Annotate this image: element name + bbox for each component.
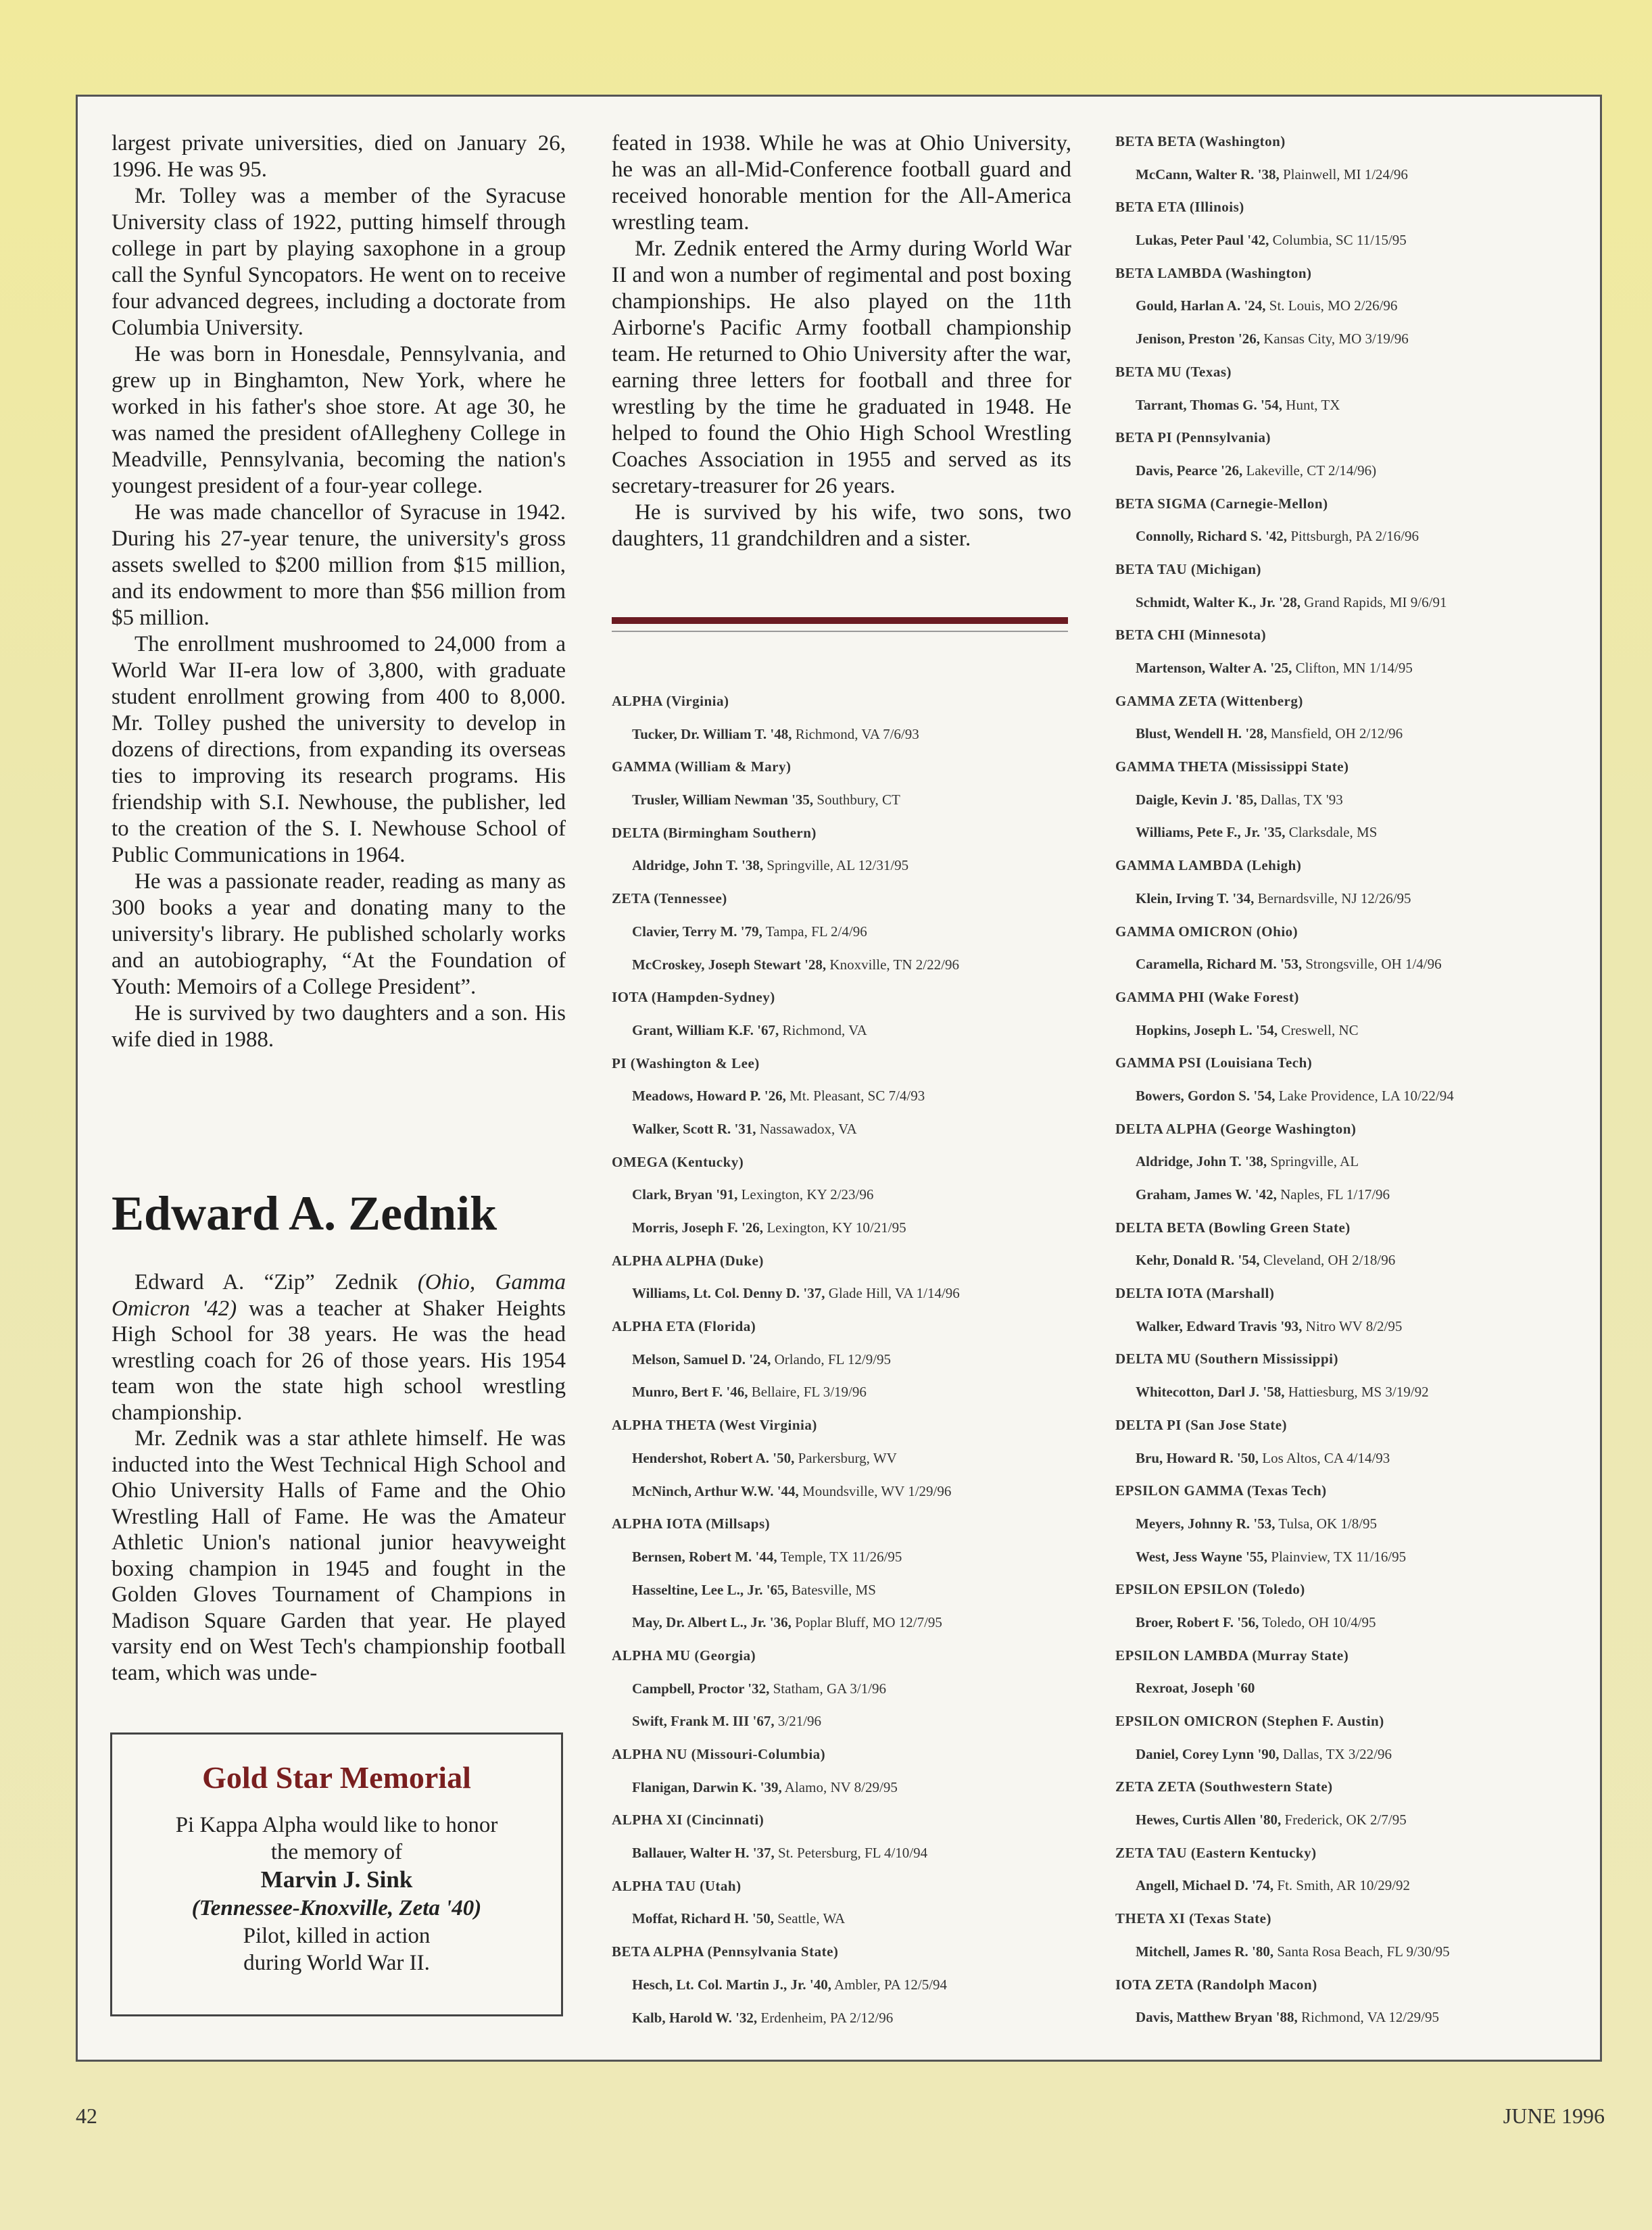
chapter-heading: DELTA (Birmingham Southern) xyxy=(612,824,817,841)
member-details: Batesville, MS xyxy=(787,1581,876,1598)
member-name: Angell, Michael D. '74, xyxy=(1136,1877,1274,1894)
member-details: Statham, GA 3/1/96 xyxy=(769,1680,887,1697)
member-details: Naples, FL 1/17/96 xyxy=(1276,1186,1390,1203)
member-details: Plainview, TX 11/16/95 xyxy=(1267,1548,1407,1565)
member-details: Parkersburg, WV xyxy=(794,1449,897,1466)
chapter-heading: ZETA TAU (Eastern Kentucky) xyxy=(1115,1844,1317,1861)
zednik-paragraph xyxy=(112,1269,566,1426)
member-entry xyxy=(1115,158,1595,191)
chapter-heading: ALPHA TAU (Utah) xyxy=(612,1877,742,1894)
member-entry xyxy=(612,1705,1078,1738)
tolley-paragraph: Mr. Tolley was a member of the Syracuse University class of 1922, putting himself through college in part by playing saxophone in a group call the Synful Syncopators. He went on to receive four advanced degrees, including a doctorate from Columbia University. xyxy=(112,184,566,340)
member-name: Kalb, Harold W. '32, xyxy=(632,2009,758,2026)
member-entry xyxy=(612,1376,1078,1409)
member-name: Aldridge, John T. '38, xyxy=(632,857,764,874)
member-entry xyxy=(1115,1178,1595,1211)
member-details: Toledo, OH 10/4/95 xyxy=(1259,1614,1376,1630)
member-details: Moundsville, WV 1/29/96 xyxy=(798,1482,952,1499)
member-name: Melson, Samuel D. '24, xyxy=(632,1351,771,1367)
member-entry xyxy=(612,1574,1078,1607)
chapter-heading: BETA SIGMA (Carnegie-Mellon) xyxy=(1115,495,1328,512)
member-entry xyxy=(1115,1080,1595,1113)
member-entry xyxy=(1115,520,1595,553)
chapter-heading: EPSILON EPSILON (Toledo) xyxy=(1115,1581,1305,1598)
member-details: Dallas, TX '93 xyxy=(1257,791,1343,808)
chapter-heading: DELTA ALPHA (George Washington) xyxy=(1115,1120,1357,1137)
member-details: Lexington, KY 2/23/96 xyxy=(737,1186,874,1203)
member-details: Nitro WV 8/2/95 xyxy=(1302,1317,1403,1334)
member-details: Mt. Pleasant, SC 7/4/93 xyxy=(785,1088,925,1105)
zednik-paragraph: feated in 1938. While he was at Ohio University, he was an all-Mid-Conference football guard and received honorable mention for the All-America wrestling team. xyxy=(612,131,1071,235)
member-entry xyxy=(1115,948,1595,981)
member-entry xyxy=(1115,783,1595,817)
member-entry xyxy=(612,1475,1078,1508)
member-name: Campbell, Proctor '32, xyxy=(632,1680,770,1697)
chapter-heading: EPSILON GAMMA (Texas Tech) xyxy=(1115,1482,1327,1499)
member-name: Broer, Robert F. '56, xyxy=(1136,1614,1259,1630)
chapter-heading: ZETA ZETA (Southwestern State) xyxy=(1115,1778,1333,1795)
member-entry xyxy=(1115,1244,1595,1277)
member-entry xyxy=(612,1080,1078,1113)
member-details: Lake Providence, LA 10/22/94 xyxy=(1275,1087,1454,1104)
chapter-heading: DELTA PI (San Jose State) xyxy=(1115,1416,1288,1433)
zednik-text: was a teacher at Shaker Heights High School for 38 years. He was the head wrestling coach for 26 of those years. His 1954 team won the state high school wrestling championship. xyxy=(112,1296,566,1425)
member-name: McNinch, Arthur W.W. '44, xyxy=(632,1482,799,1499)
chapter-heading: BETA CHI (Minnesota) xyxy=(1115,627,1267,644)
zednik-obituary xyxy=(112,1269,566,1686)
member-entry xyxy=(1115,322,1595,356)
member-name: Meyers, Johnny R. '53, xyxy=(1136,1515,1276,1532)
member-entry xyxy=(1115,1738,1595,1771)
zednik-paragraph: Mr. Zednik was a star athlete himself. He was inducted into the West Technical High School and Ohio University Halls of Fame and the Ohio Wrestling Hall of Fame. He was the Amateur Athletic Union's national junior heavyweight boxing champion in 1945 and fought in the Golden Gloves Tournament of Champions in Madison Square Garden that year. He played varsity end on West Tech's championship football team, which was unde- xyxy=(112,1426,566,1685)
member-details: Springville, AL 12/31/95 xyxy=(763,857,909,874)
member-entry xyxy=(612,1837,1078,1870)
member-name: May, Dr. Albert L., Jr. '36, xyxy=(632,1614,792,1631)
chapter-heading: ALPHA ETA (Florida) xyxy=(612,1318,756,1335)
member-entry xyxy=(1115,1145,1595,1178)
member-details: Seattle, WA xyxy=(773,1910,846,1927)
member-name: Bru, Howard R. '50, xyxy=(1136,1449,1259,1466)
member-details: Bellaire, FL 3/19/96 xyxy=(748,1384,867,1401)
member-entry xyxy=(612,1968,1078,2002)
member-details: Santa Rosa Beach, FL 9/30/95 xyxy=(1273,1943,1450,1960)
member-entry xyxy=(1115,1606,1595,1639)
member-entry xyxy=(612,1442,1078,1475)
member-name: Meadows, Howard P. '26, xyxy=(632,1088,786,1105)
member-details: Lakeville, CT 2/14/96) xyxy=(1242,462,1377,479)
member-name: Davis, Matthew Bryan '88, xyxy=(1136,2009,1298,2026)
member-details: Columbia, SC 11/15/95 xyxy=(1269,232,1407,249)
member-details: Los Altos, CA 4/14/93 xyxy=(1259,1449,1390,1466)
member-entry xyxy=(612,783,1078,817)
member-name: Hesch, Lt. Col. Martin J., Jr. '40, xyxy=(632,1976,831,1993)
member-details: Kansas City, MO 3/19/96 xyxy=(1259,331,1409,347)
chapter-heading: BETA PI (Pennsylvania) xyxy=(1115,429,1271,446)
member-name: Moffat, Richard H. '50, xyxy=(632,1910,774,1927)
member-name: Munro, Bert F. '46, xyxy=(632,1384,748,1401)
chapter-heading: OMEGA (Kentucky) xyxy=(612,1153,744,1170)
chapter-heading: GAMMA OMICRON (Ohio) xyxy=(1115,923,1298,940)
chapter-eternal-list-col3 xyxy=(1115,125,1595,2034)
member-details: Cleveland, OH 2/18/96 xyxy=(1259,1252,1396,1269)
member-details: Nassawadox, VA xyxy=(756,1120,857,1137)
memorial-title: Gold Star Memorial xyxy=(202,1760,471,1795)
member-name: Hopkins, Joseph L. '54, xyxy=(1136,1021,1278,1038)
member-entry xyxy=(612,1211,1078,1244)
chapter-heading: DELTA MU (Southern Mississippi) xyxy=(1115,1351,1338,1367)
tolley-paragraph: He was made chancellor of Syracuse in 1942. During his 27-year tenure, the university's gross assets swelled to $200 million from $15 million, and its endowment to more than $56 million from $5 million. xyxy=(112,500,566,630)
zednik-chapter-italic: (Ohio, Gamma Omicron '42) xyxy=(112,1270,566,1321)
member-details: Glade Hill, VA 1/14/96 xyxy=(825,1285,960,1302)
member-details: Clarksdale, MS xyxy=(1285,824,1378,841)
member-entry xyxy=(612,1113,1078,1146)
member-name: Klein, Irving T. '34, xyxy=(1136,890,1255,906)
zednik-text: Edward A. “Zip” Zednik xyxy=(135,1270,418,1294)
chapter-heading: ALPHA THETA (West Virginia) xyxy=(612,1417,817,1434)
memorial-text: Pi Kappa Alpha would like to honor xyxy=(175,1813,498,1837)
member-name: Tarrant, Thomas G. '54, xyxy=(1136,396,1283,413)
member-details: Springville, AL xyxy=(1267,1153,1359,1170)
chapter-heading: IOTA ZETA (Randolph Macon) xyxy=(1115,1976,1317,1993)
chapter-heading: ALPHA (Virginia) xyxy=(612,693,729,709)
chapter-heading: EPSILON LAMBDA (Murray State) xyxy=(1115,1647,1349,1664)
member-name: Kehr, Donald R. '54, xyxy=(1136,1252,1260,1269)
member-name: Aldridge, John T. '38, xyxy=(1136,1153,1267,1170)
member-name: Blust, Wendell H. '28, xyxy=(1136,725,1267,742)
member-name: Davis, Pearce '26, xyxy=(1136,462,1243,479)
member-name: Ballauer, Walter H. '37, xyxy=(632,1845,775,1862)
member-entry xyxy=(612,1771,1078,1804)
chapter-heading: ALPHA MU (Georgia) xyxy=(612,1647,756,1664)
memorial-text: the memory of xyxy=(270,1840,403,1864)
member-entry xyxy=(612,718,1078,751)
chapter-heading: BETA ALPHA (Pennsylvania State) xyxy=(612,1943,839,1960)
zednik-paragraph: He is survived by his wife, two sons, two daughters, 11 grandchildren and a sister. xyxy=(612,500,1071,551)
member-name: Clark, Bryan '91, xyxy=(632,1186,738,1203)
chapter-heading: ALPHA ALPHA (Duke) xyxy=(612,1252,764,1269)
member-details: Creswell, NC xyxy=(1278,1021,1359,1038)
section-divider xyxy=(612,617,1068,624)
member-entry xyxy=(1115,1310,1595,1343)
member-entry xyxy=(1115,882,1595,915)
chapter-heading: GAMMA LAMBDA (Lehigh) xyxy=(1115,857,1302,874)
member-details: Tulsa, OK 1/8/95 xyxy=(1275,1515,1378,1532)
member-details: Bernardsville, NJ 12/26/95 xyxy=(1254,890,1411,906)
member-entry xyxy=(1115,1935,1595,1968)
member-details: Dallas, TX 3/22/96 xyxy=(1279,1745,1392,1762)
chapter-heading: GAMMA ZETA (Wittenberg) xyxy=(1115,692,1303,709)
chapter-heading: GAMMA PSI (Louisiana Tech) xyxy=(1115,1055,1313,1071)
member-details: Hunt, TX xyxy=(1282,396,1340,413)
chapter-heading: ALPHA NU (Missouri-Columbia) xyxy=(612,1746,826,1762)
member-details: St. Petersburg, FL 4/10/94 xyxy=(774,1845,928,1862)
chapter-heading: THETA XI (Texas State) xyxy=(1115,1910,1271,1927)
member-name: Gould, Harlan A. '24, xyxy=(1136,297,1266,314)
issue-date: JUNE 1996 xyxy=(1503,2104,1605,2128)
zednik-heading: Edward A. Zednik xyxy=(112,1186,497,1240)
tolley-paragraph: The enrollment mushroomed to 24,000 from a World War II-era low of 3,800, with graduate student enrollment growing from 400 to 8,000. Mr. Tolley pushed the university to develop in dozens of directions, from expanding its overseas ties to improving its research programs. His friendship with S.I. Newhouse, the publisher, led to the creation of the S. I. Newhouse School of Public Communications in 1964. xyxy=(112,632,566,867)
chapter-heading: BETA BETA (Washington) xyxy=(1115,133,1286,149)
chapter-heading: PI (Washington & Lee) xyxy=(612,1055,760,1071)
member-details: Grand Rapids, MI 9/6/91 xyxy=(1301,593,1447,610)
member-entry xyxy=(1115,389,1595,422)
member-details: Knoxville, TN 2/22/96 xyxy=(826,956,959,973)
memorial-name: Marvin J. Sink xyxy=(260,1866,413,1893)
member-entry xyxy=(612,2002,1078,2035)
memorial-text: Pilot, killed in action xyxy=(243,1924,431,1948)
member-entry xyxy=(612,948,1078,981)
member-name: Daigle, Kevin J. '85, xyxy=(1136,791,1257,808)
member-name: Martenson, Walter A. '25, xyxy=(1136,660,1292,676)
member-name: Grant, William K.F. '67, xyxy=(632,1021,779,1038)
member-name: Walker, Edward Travis '93, xyxy=(1136,1317,1303,1334)
member-details: Richmond, VA xyxy=(779,1021,867,1038)
member-entry xyxy=(612,849,1078,882)
member-entry xyxy=(612,1014,1078,1047)
member-entry xyxy=(1115,1014,1595,1047)
member-name: Walker, Scott R. '31, xyxy=(632,1120,756,1137)
member-details: Alamo, NV 8/29/95 xyxy=(781,1778,898,1795)
member-name: Tucker, Dr. William T. '48, xyxy=(632,725,792,742)
member-details: Clifton, MN 1/14/95 xyxy=(1292,660,1413,676)
member-name: Flanigan, Darwin K. '39, xyxy=(632,1778,782,1795)
member-details: Ambler, PA 12/5/94 xyxy=(831,1976,948,1993)
member-name: Graham, James W. '42, xyxy=(1136,1186,1277,1203)
member-name: Williams, Lt. Col. Denny D. '37, xyxy=(632,1285,825,1302)
member-name: Clavier, Terry M. '79, xyxy=(632,923,762,940)
member-details: Tampa, FL 2/4/96 xyxy=(762,923,867,940)
member-entry xyxy=(1115,1803,1595,1837)
member-name: Bernsen, Robert M. '44, xyxy=(632,1548,777,1565)
member-details: Poplar Bluff, MO 12/7/95 xyxy=(791,1614,942,1631)
member-entry xyxy=(1115,289,1595,322)
member-name: Lukas, Peter Paul '42, xyxy=(1136,232,1269,249)
tolley-obituary xyxy=(112,130,566,1053)
member-details: Frederick, OK 2/7/95 xyxy=(1281,1812,1407,1828)
member-name: McCann, Walter R. '38, xyxy=(1136,166,1280,183)
member-name: Schmidt, Walter K., Jr. '28, xyxy=(1136,593,1301,610)
memorial-chapter: (Tennessee-Knoxville, Zeta '40) xyxy=(191,1896,482,1920)
member-details: Lexington, KY 10/21/95 xyxy=(763,1219,906,1236)
member-details: Temple, TX 11/26/95 xyxy=(777,1548,902,1565)
member-details: Southbury, CT xyxy=(813,792,900,808)
chapter-heading: EPSILON OMICRON (Stephen F. Austin) xyxy=(1115,1713,1384,1729)
page-number: 42 xyxy=(76,2104,97,2128)
member-details: Pittsburgh, PA 2/16/96 xyxy=(1287,528,1419,545)
member-details: St. Louis, MO 2/26/96 xyxy=(1265,297,1398,314)
member-entry xyxy=(612,1541,1078,1574)
chapter-heading: ZETA (Tennessee) xyxy=(612,890,727,907)
member-name: Morris, Joseph F. '26, xyxy=(632,1219,764,1236)
member-name: Daniel, Corey Lynn '90, xyxy=(1136,1745,1280,1762)
member-entry xyxy=(1115,1869,1595,1902)
member-name: Jenison, Preston '26, xyxy=(1136,331,1260,347)
zednik-paragraph: Mr. Zednik entered the Army during World War II and won a number of regimental and post boxing championships. He also played on the 11th Airborne's Pacific Army football championship team. He returned to Ohio University after the war, earning three letters for football and three for wrestling by the time he graduated in 1948. He helped to found the Ohio High School Wrestling Coaches Association in 1955 and served as its secretary-treasurer for 26 years. xyxy=(612,237,1071,498)
member-entry xyxy=(612,1277,1078,1310)
chapter-heading: BETA TAU (Michigan) xyxy=(1115,560,1262,577)
member-name: Bowers, Gordon S. '54, xyxy=(1136,1087,1276,1104)
chapter-heading: ALPHA IOTA (Millsaps) xyxy=(612,1516,771,1532)
member-name: Hasseltine, Lee L., Jr. '65, xyxy=(632,1581,788,1598)
member-entry xyxy=(1115,1541,1595,1574)
member-entry xyxy=(1115,1442,1595,1475)
chapter-heading: GAMMA PHI (Wake Forest) xyxy=(1115,988,1299,1005)
chapter-eternal-list-col2 xyxy=(612,685,1078,2034)
member-entry xyxy=(1115,454,1595,487)
tolley-paragraph: He was a passionate reader, reading as many as 300 books a year and donating many to the university's library. He published scholarly works and an autobiography, “At the Foundation of Youth: Memoirs of a College President”. xyxy=(112,869,566,999)
chapter-heading: GAMMA (William & Mary) xyxy=(612,758,792,775)
member-name: McCroskey, Joseph Stewart '28, xyxy=(632,956,827,973)
tolley-paragraph: He was born in Honesdale, Pennsylvania, and grew up in Binghamton, New York, where he worked in his father's shoe store. At age 30, he was named the president ofAllegheny College in Meadville, Pennsylvania, becoming the nation's youngest president of a four-year college. xyxy=(112,342,566,498)
member-name: Mitchell, James R. '80, xyxy=(1136,1943,1274,1960)
member-entry xyxy=(612,1672,1078,1705)
member-details: Orlando, FL 12/9/95 xyxy=(771,1351,892,1367)
member-details: 3/21/96 xyxy=(774,1713,822,1730)
chapter-heading: BETA MU (Texas) xyxy=(1115,363,1232,380)
zednik-continued xyxy=(612,130,1071,552)
member-entry xyxy=(612,1902,1078,1935)
member-name: Connolly, Richard S. '42, xyxy=(1136,528,1288,545)
member-name: Swift, Frank M. III '67, xyxy=(632,1713,775,1730)
member-name: Caramella, Richard M. '53, xyxy=(1136,956,1303,973)
chapter-heading: BETA LAMBDA (Washington) xyxy=(1115,264,1312,281)
chapter-heading: DELTA IOTA (Marshall) xyxy=(1115,1285,1275,1302)
member-entry xyxy=(612,1178,1078,1211)
section-divider-thin xyxy=(612,631,1068,632)
memorial-text: during World War II. xyxy=(243,1951,430,1975)
member-entry xyxy=(1115,652,1595,685)
member-details: Strongsville, OH 1/4/96 xyxy=(1302,956,1442,973)
chapter-heading: GAMMA THETA (Mississippi State) xyxy=(1115,758,1349,775)
member-entry xyxy=(1115,1672,1595,1705)
member-entry xyxy=(1115,717,1595,750)
chapter-heading: IOTA (Hampden-Sydney) xyxy=(612,989,775,1006)
member-name: Hendershot, Robert A. '50, xyxy=(632,1449,795,1466)
member-name: Rexroat, Joseph '60 xyxy=(1136,1680,1255,1697)
member-entry xyxy=(612,1606,1078,1639)
member-entry xyxy=(612,1343,1078,1376)
member-name: Williams, Pete F., Jr. '35, xyxy=(1136,824,1286,841)
member-details: Richmond, VA 7/6/93 xyxy=(792,725,919,742)
member-details: Erdenheim, PA 2/12/96 xyxy=(757,2009,894,2026)
member-entry xyxy=(612,915,1078,948)
member-entry xyxy=(1115,1507,1595,1541)
member-name: West, Jess Wayne '55, xyxy=(1136,1548,1268,1565)
member-entry xyxy=(1115,586,1595,619)
gold-star-memorial-box xyxy=(110,1732,563,2016)
member-details: Hattiesburg, MS 3/19/92 xyxy=(1284,1384,1429,1401)
member-details: Plainwell, MI 1/24/96 xyxy=(1279,166,1408,183)
chapter-heading: ALPHA XI (Cincinnati) xyxy=(612,1812,764,1828)
member-name: Trusler, William Newman '35, xyxy=(632,792,814,808)
member-entry xyxy=(1115,2001,1595,2034)
member-entry xyxy=(1115,1376,1595,1409)
tolley-paragraph: largest private universities, died on January 26, 1996. He was 95. xyxy=(112,131,566,182)
chapter-heading: BETA ETA (Illinois) xyxy=(1115,199,1244,216)
member-details: Richmond, VA 12/29/95 xyxy=(1297,2009,1440,2026)
chapter-heading: DELTA BETA (Bowling Green State) xyxy=(1115,1219,1351,1236)
content-panel xyxy=(76,95,1602,2062)
member-entry xyxy=(1115,224,1595,257)
member-name: Hewes, Curtis Allen '80, xyxy=(1136,1812,1282,1828)
member-name: Whitecotton, Darl J. '58, xyxy=(1136,1384,1285,1401)
member-entry xyxy=(1115,816,1595,849)
member-details: Mansfield, OH 2/12/96 xyxy=(1267,725,1403,742)
tolley-paragraph: He is survived by two daughters and a son. His wife died in 1988. xyxy=(112,1001,566,1052)
member-details: Ft. Smith, AR 10/29/92 xyxy=(1273,1877,1411,1894)
